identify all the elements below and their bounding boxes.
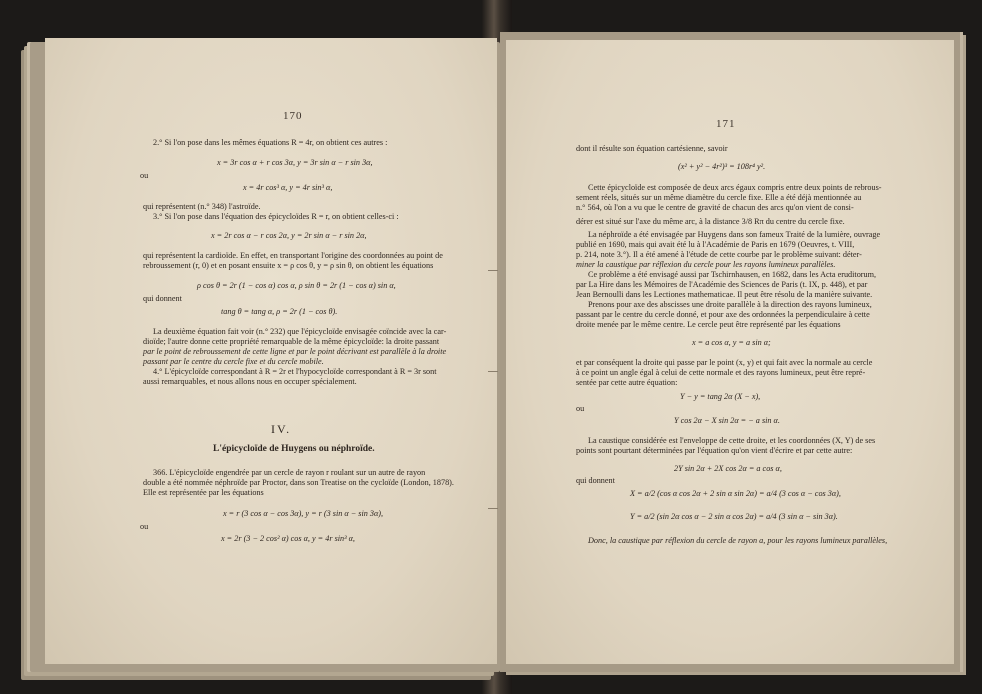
text-line: qui donnent [143,294,182,303]
page-number: 171 [716,118,736,130]
text-line: n.° 564, où l'on a vu que le centre de gravité de chacun des arcs qu'on vient de consi- [576,203,854,212]
equation: Y − y = tang 2α (X − x), [680,392,761,401]
section-numeral: IV. [271,422,292,436]
text-line: Elle est représentée par les équations [143,488,264,497]
text-line: par le point de rebroussement de cette ligne et par le point décrivant est parallèle à la droite [143,347,447,356]
text-line: Jean Bernoulli dans les Lectiones mathematicae. Il peut être résolu de la manière suivante. [576,290,873,299]
equation: X = a/2 (cos α cos 2α + 2 sin α sin 2α) = a/4 (3 cos α − cos 3α), [630,489,841,498]
text-line: rebroussement (r, 0) et en posant ensuite x = ρ cos θ, y = ρ sin θ, on obtient les équations [143,261,434,270]
text-line: passant par le centre du cercle fixe et du cercle mobile. [143,357,324,366]
text-line: double a été nommée néphroïde par Proctor, dans son Treatise on the cycloïde (London, 1878). [143,478,454,487]
equation: x = 4r cos³ α, y = 4r sin³ α, [243,183,333,192]
text-line: dérer est situé sur l'axe du même arc, à la distance 3/8 Rπ du centre du cercle fixe. [576,217,845,226]
section-title: L'épicycloïde de Huygens ou néphroïde. [213,444,375,454]
left-page [45,38,497,664]
text-line: sement réels, situés sur un même diamètre du cercle fixe. Elle a été déjà mentionnée au [576,193,862,202]
margin-tick [488,371,498,372]
text-line: sentée par cette autre équation: [576,378,678,387]
text-line: passant par le centre du cercle donné, et pour axe des ordonnées la perpendiculaire à cette [576,310,870,319]
margin-tick [488,270,498,271]
margin-tick [488,508,498,509]
text-line: La caustique considérée est l'enveloppe de cette droite, et les coordonnées (X, Y) de ses [588,436,876,445]
text-line: à ce point un angle égal à celui de cette normale et des rayons lumineux, peut être repré- [576,368,866,377]
page-number: 170 [283,110,303,122]
text-line: Donc, la caustique par réflexion du cercle de rayon a, pour les rayons lumineux parallèles, [588,536,888,545]
text-line: Ce problème a été envisagé aussi par Tschirnhausen, en 1682, dans les Acta eruditorum, [588,270,877,279]
text-line: ou [576,404,585,413]
text-line: publié en 1690, mais qui avait été lu à l'Académie de Paris en 1679 (Oeuvres, t. VIII, [576,240,855,249]
text-line: dont il résulte son équation cartésienne, savoir [576,144,728,153]
equation: x = 2r (3 − 2 cos² α) cos α, y = 4r sin³ α, [221,534,355,543]
text-line: p. 214, note 3.°). Il a été amené à l'étude de cette courbe par le problème suivant: déter- [576,250,862,259]
text-line: aussi remarquables, et nous allons nous en occuper spécialement. [143,377,357,386]
text-line: dioïde; l'autre donne cette propriété remarquable de la même épicycloïde: la droite passant [143,337,440,346]
text-line: Prenons pour axe des abscisses une droite parallèle à la direction des rayons lumineux, [588,300,872,309]
right-page [506,40,954,664]
text-line: qui représentent la cardioïde. En effet, en transportant l'origine des coordonnées au point de [143,251,443,260]
equation: Y cos 2α − X sin 2α = − a sin α. [674,416,780,425]
text-line: qui représentent (n.° 348) l'astroïde. [143,202,261,211]
equation: (x² + y² − 4r²)³ = 108r⁴ y². [678,162,766,171]
equation: ρ cos θ = 2r (1 − cos α) cos α, ρ sin θ = 2r (1 − cos α) sin α, [197,281,396,290]
text-line: 366. L'épicycloïde engendrée par un cercle de rayon r roulant sur un autre de rayon [153,468,426,477]
text-line: et par conséquent la droite qui passe par le point (x, y) et qui fait avec la normale au cercle [576,358,873,367]
text-line: droite menée par le même centre. Le cercle peut être représenté par les équations [576,320,841,329]
equation: tang θ = tang α, ρ = 2r (1 − cos θ). [221,307,338,316]
equation: Y = a/2 (sin 2α cos α − 2 sin α cos 2α) = a/4 (3 sin α − sin 3α). [630,512,838,521]
text-line: 3.° Si l'on pose dans l'équation des épicycloïdes R = r, on obtient celles-ci : [153,212,399,221]
text-line: points sont pourtant déterminées par l'équation qu'on vient d'écrire et par cette autre: [576,446,853,455]
text-line: ou [140,522,149,531]
text-line: par La Hire dans les Mémoires de l'Académie des Sciences de Paris (t. IX, p. 448), et par [576,280,868,289]
text-line: La néphroïde a été envisagée par Huygens dans son fameux Traité de la lumière, ouvrage [588,230,881,239]
text-line: Cette épicycloïde est composée de deux arcs égaux compris entre deux points de rebrous- [588,183,882,192]
text-line: ou [140,171,149,180]
equation: x = 3r cos α + r cos 3α, y = 3r sin α − r sin 3α, [217,158,373,167]
equation: x = r (3 cos α − cos 3α), y = r (3 sin α − sin 3α), [223,509,384,518]
equation: x = 2r cos α − r cos 2α, y = 2r sin α − r sin 2α, [211,231,367,240]
text-line: 4.° L'épicycloïde correspondant à R = 2r et l'hypocycloïde correspondant à R = 3r sont [153,367,437,376]
text-line: qui donnent [576,476,615,485]
equation: 2Y sin 2α + 2X cos 2α = a cos α, [674,464,782,473]
text-line: 2.° Si l'on pose dans les mêmes équations R = 4r, on obtient ces autres : [153,138,388,147]
equation: x = a cos α, y = a sin α; [692,338,771,347]
text-line: miner la caustique par réflexion du cercle pour les rayons lumineux parallèles. [576,260,836,269]
text-line: La deuxième équation fait voir (n.° 232) que l'épicycloïde envisagée coïncide avec la car- [153,327,447,336]
